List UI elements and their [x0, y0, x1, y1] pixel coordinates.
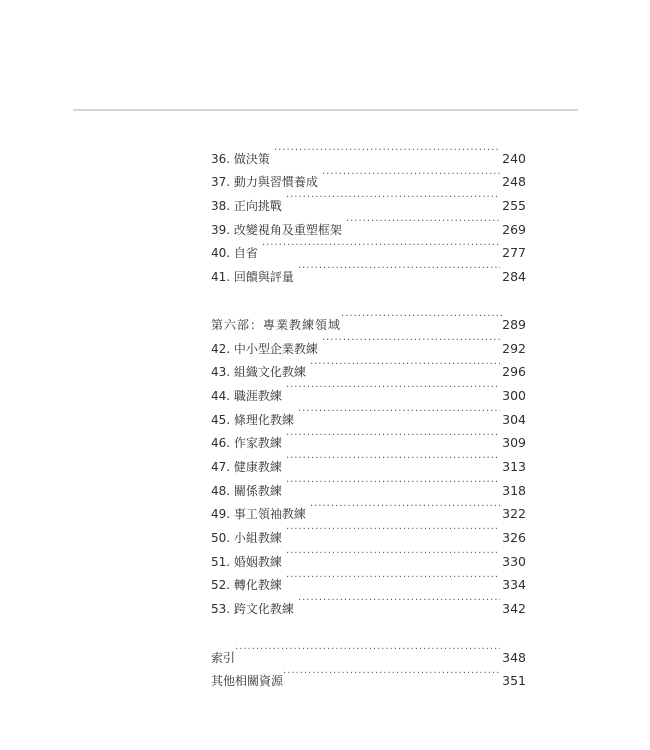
- dot-leader: [286, 518, 500, 542]
- toc-entry-title: 40. 自省: [211, 246, 258, 261]
- dot-leader: [283, 662, 500, 686]
- dot-leader: [322, 329, 500, 353]
- toc-entry-page: 296: [502, 364, 526, 380]
- dot-leader: [310, 495, 500, 519]
- toc-entry-title: 37. 動力與習慣養成: [211, 175, 318, 190]
- dot-leader: [286, 447, 500, 471]
- toc-entry-title: 46. 作家教練: [211, 436, 282, 451]
- toc-section-part-6[interactable]: [211, 305, 526, 332]
- toc-entry-page: 248: [502, 174, 526, 190]
- toc-section-title: 第六部：專業教練領域: [211, 317, 342, 332]
- dot-leader: [346, 210, 500, 234]
- toc-entry-page: 322: [502, 506, 526, 522]
- toc-entry-page: 240: [502, 150, 526, 166]
- dot-leader: [286, 424, 500, 448]
- toc-entry-page: 255: [502, 198, 526, 214]
- toc-entry-title: 48. 關係教練: [211, 483, 282, 498]
- toc-entry-page: 277: [502, 245, 526, 261]
- dot-leader: [298, 589, 500, 613]
- dot-leader: [298, 400, 500, 424]
- toc-entry-page: 313: [502, 458, 526, 474]
- dot-leader: [235, 638, 500, 662]
- dot-leader: [286, 566, 500, 590]
- dot-leader: [274, 139, 500, 163]
- dot-leader: [298, 257, 500, 281]
- toc-entry-page: 326: [502, 530, 526, 545]
- dot-leader: [286, 471, 500, 495]
- toc-entry-title: 索引: [211, 650, 236, 665]
- header-rule: [73, 109, 578, 111]
- toc-entry-page: 330: [502, 553, 526, 569]
- toc-entry-page: 269: [502, 221, 526, 237]
- dot-leader: [310, 353, 500, 377]
- toc-entry-title: 52. 轉化教練: [211, 578, 282, 593]
- toc-entry-title: 43. 組織文化教練: [211, 365, 306, 380]
- toc-entry-title: 36. 做決策: [211, 151, 270, 166]
- toc-entry-title: 其他相關資源: [211, 674, 284, 689]
- toc-entry-title: 51. 婚姻教練: [211, 554, 282, 569]
- toc-entry-title: 38. 正向挑戰: [211, 199, 282, 214]
- toc-entry-page: 284: [502, 269, 526, 285]
- table-of-contents: [211, 139, 526, 689]
- dot-leader: [286, 186, 500, 210]
- dot-leader: [286, 376, 500, 400]
- toc-entry-page: 304: [502, 411, 526, 427]
- toc-entry-title: 50. 小組教練: [211, 531, 282, 545]
- toc-entry-page: 300: [502, 387, 526, 403]
- toc-entry-title: 49. 事工領袖教練: [211, 507, 306, 522]
- dot-leader: [322, 163, 500, 187]
- toc-entry-page: 318: [502, 482, 526, 498]
- toc-entry-page: 292: [502, 340, 526, 356]
- dot-leader: [262, 234, 500, 258]
- toc-entry-page: 348: [502, 649, 526, 665]
- toc-entry-resources[interactable]: [211, 662, 526, 689]
- toc-entry-page: 309: [502, 435, 526, 451]
- toc-entry-title: 45. 條理化教練: [211, 412, 294, 427]
- toc-entry-title: 53. 跨文化教練: [211, 602, 294, 617]
- toc-entry-title: 47. 健康教練: [211, 459, 282, 474]
- dot-leader: [341, 305, 502, 329]
- dot-leader: [286, 542, 500, 566]
- toc-section-page: 289: [502, 316, 526, 332]
- toc-entry-title: 44. 職涯教練: [211, 388, 282, 403]
- toc-entry-title: 39. 改變視角及重塑框架: [211, 222, 342, 237]
- toc-entry-page: 334: [502, 577, 526, 593]
- toc-entry-page: 342: [502, 601, 526, 617]
- toc-entry-title: 42. 中小型企業教練: [211, 341, 318, 356]
- toc-entry-page: 351: [502, 673, 526, 689]
- toc-entry-36[interactable]: [211, 139, 526, 166]
- toc-entry-title: 41. 回饋與評量: [211, 270, 294, 285]
- toc-entry-index[interactable]: [211, 638, 526, 665]
